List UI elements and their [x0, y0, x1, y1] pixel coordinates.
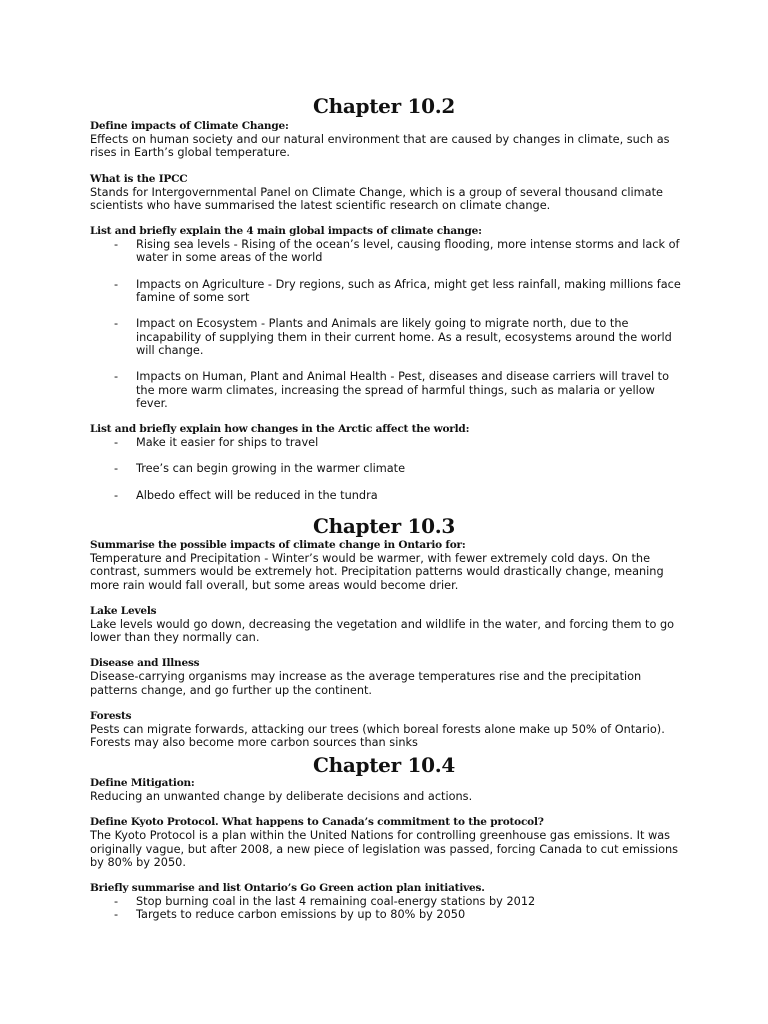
answer-lake-levels: Lake levels would go down, decreasing the vegetation and wildlife in the water, and forcing them to go lower than they normally can. [90, 617, 675, 645]
list-item: - Stop burning coal in the last 4 remaining coal-energy stations by 2012 [114, 895, 536, 909]
chapter-10-2-section [90, 120, 690, 502]
list-item: - Rising sea levels - Rising of the ocean’s level, causing flooding, more intense storms and lack of water in some areas of the world [114, 238, 680, 265]
answer-temperature-precipitation: Temperature and Precipitation - Winter’s would be warmer, with fewer extremely cold days. On the contrast, summers would be extremely hot. Precipitation patterns would drastically change, meaning more rain would fall overall, but some areas would become drier. [90, 552, 664, 592]
answer-ipcc: Stands for Intergovernmental Panel on Climate Change, which is a group of several thousand climate scientists who have summarised the latest scientific research on climate change. [90, 185, 663, 212]
question-ipcc: What is the IPCC [90, 172, 188, 185]
question-ontario-impacts: Summarise the possible impacts of climate change in Ontario for: [90, 539, 466, 551]
answer-mitigation: Reducing an unwanted change by deliberate decisions and actions. [90, 790, 473, 803]
question-global-impacts: List and briefly explain the 4 main global impacts of climate change: [90, 225, 482, 238]
chapter-10-2-title: Chapter 10.2 [313, 94, 455, 118]
answer-forests: Pests can migrate forwards, attacking our trees (which boreal forests alone make up 50% of Ontario). Forests may also become more carbon sources than sinks [90, 723, 665, 750]
question-go-green: Briefly summarise and list Ontario’s Go Green action plan initiatives. [90, 882, 485, 895]
question-define-impacts: Define impacts of Climate Change: [90, 120, 289, 132]
chapter-10-3-section [90, 539, 690, 750]
go-green-list [90, 895, 690, 922]
heading-lake-levels: Lake Levels [90, 604, 157, 617]
arctic-list [90, 436, 690, 502]
chapter-10-4-title: Chapter 10.4 [313, 753, 455, 777]
chapter-10-4-section [90, 777, 690, 922]
list-item: - Make it easier for ships to travel [114, 436, 319, 450]
list-item: - Albedo effect will be reduced in the tundra [114, 488, 378, 502]
list-item: - Impacts on Human, Plant and Animal Health - Pest, diseases and disease carriers will travel to the more warm climates, increasing the spread of harmful things, such as malaria or yellow fever. [114, 370, 670, 410]
global-impacts-list [90, 238, 690, 410]
question-kyoto: Define Kyoto Protocol. What happens to Canada’s commitment to the protocol? [90, 816, 544, 829]
chapter-10-3-title: Chapter 10.3 [313, 514, 455, 538]
list-item: - Targets to reduce carbon emissions by up to 80% by 2050 [114, 908, 466, 922]
list-item: - Tree’s can begin growing in the warmer climate [114, 462, 406, 476]
list-item: - Impacts on Agriculture - Dry regions, such as Africa, might get less rainfall, making millions face famine of some sort [114, 277, 681, 305]
answer-kyoto: The Kyoto Protocol is a plan within the United Nations for controlling greenhouse gas emissions. It was originally vague, but after 2008, a new piece of legislation was passed, forcing Canada to cut emissions by 80% by 2050. [90, 829, 679, 869]
question-arctic: List and briefly explain how changes in the Arctic affect the world: [90, 423, 470, 436]
answer-disease-illness: Disease-carrying organisms may increase as the average temperatures rise and the precipitation patterns change, and go further up the continent. [90, 670, 642, 697]
list-item: - Impact on Ecosystem - Plants and Animals are likely going to migrate north, due to the incapability of supplying them in their current home. As a result, ecosystems around the world will change. [114, 317, 672, 357]
heading-disease-illness: Disease and Illness [90, 657, 200, 670]
heading-forests: Forests [90, 710, 132, 723]
answer-define-impacts: Effects on human society and our natural environment that are caused by changes in climate, such as rises in Earth’s global temperature. [90, 133, 670, 160]
question-mitigation: Define Mitigation: [90, 777, 195, 789]
